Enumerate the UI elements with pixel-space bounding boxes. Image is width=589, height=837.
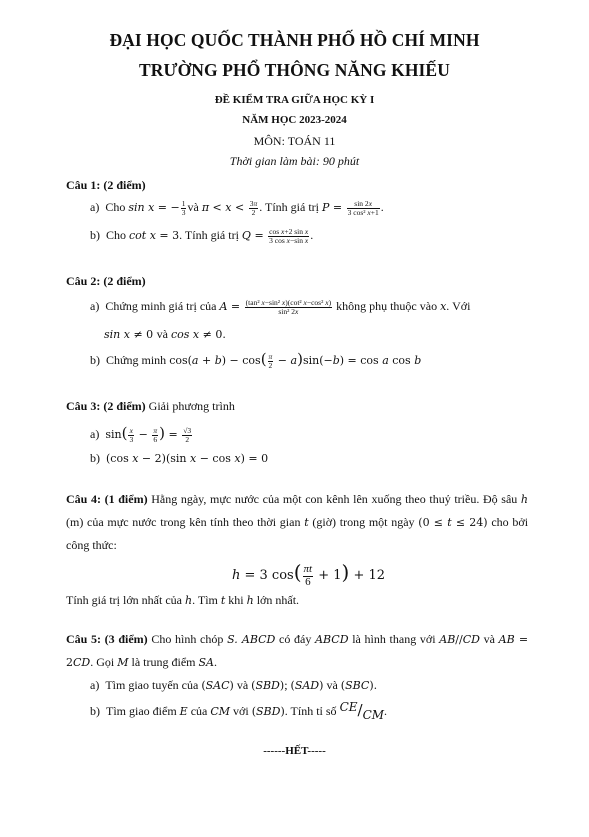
question-5-body: Câu 5: (3 điểm) Cho hình chóp S. ABCD có đáy ABCD là hình thang với AB//CD và AB = 2CD. Gọi M là trung điểm SA.: [66, 632, 529, 669]
subject: MÔN: TOÁN 11: [253, 134, 336, 148]
question-5a: a) Tìm giao tuyến của (SAC) và (SBD); (SAD) và (SBC).: [90, 678, 378, 692]
question-3a: a) sin( $\frac{x}{3}$ − $\frac{\pi}{6}$ ) = $\frac{√3}{2}$: [90, 424, 192, 444]
school-year: NĂM HỌC 2023-2024: [242, 114, 347, 126]
question-3-heading: Câu 3: (2 điểm) Giải phương trình: [66, 399, 235, 413]
end-marker: ------HẾT-----: [263, 745, 326, 757]
exam-title: ĐỀ KIỂM TRA GIỮA HỌC KỲ I: [214, 94, 375, 106]
question-2a-line1: a) Chứng minh giá trị của A = $\frac{\text{(tan² x−sin² x)(cot² x−cos² x)}}{\text{sin² 2x}}$ không phụ thuộc vào x. Với: [90, 298, 471, 316]
question-2a-line2: sin x ≠ 0 và cos x ≠ 0.: [104, 327, 226, 341]
question-1-heading: Câu 1: (2 điểm): [66, 178, 146, 192]
university-title: ĐẠI HỌC QUỐC THÀNH PHỐ HỒ CHÍ MINH: [109, 30, 480, 50]
question-4-ask: Tính giá trị lớn nhất của h. Tìm t khi h lớn nhất.: [66, 593, 300, 607]
question-4-formula: h = 3 cos( $\frac{\pi t}{6}$ + 1) + 12: [232, 560, 386, 588]
duration: Thời gian làm bài: 90 phút: [229, 154, 360, 168]
question-5b: b) Tìm giao điểm E của CM với (SBD). Tính tỉ số CE/CM.: [90, 700, 388, 722]
question-1b: b) Cho cot x = 3. Tính giá trị Q = $\frac{\text{cos x+2 sin x}}{\text{3 cos x−sin x}}$ .: [90, 227, 314, 245]
question-2-heading: Câu 2: (2 điểm): [66, 274, 146, 288]
question-3b: b) (cos x − 2)(sin x − cos x) = 0: [90, 451, 269, 465]
question-2b: b) Chứng minh cos(a + b) − cos( $\frac{\pi}{2}$ − a)sin(−b) = cos a cos b: [90, 350, 422, 370]
school-title: TRƯỜNG PHỔ THÔNG NĂNG KHIẾU: [139, 60, 450, 80]
question-4-body: Câu 4: (1 điểm) Hằng ngày, mực nước của một con kênh lên xuống theo thuỷ triều. Độ sâu h (m) của mực nước trong kên tính theo thời gian t (giờ) trong một ngày (0 ≤ t ≤ 24) cho bởi công thức:: [66, 492, 529, 552]
question-1a: a) Cho sin x = − $\frac{1}{3}$ và π < x < $\frac{3\pi}{2}$ . Tính giá trị P = $\frac{\sin 2x}{\text{3 cos² x+1}}$ .: [90, 199, 384, 217]
